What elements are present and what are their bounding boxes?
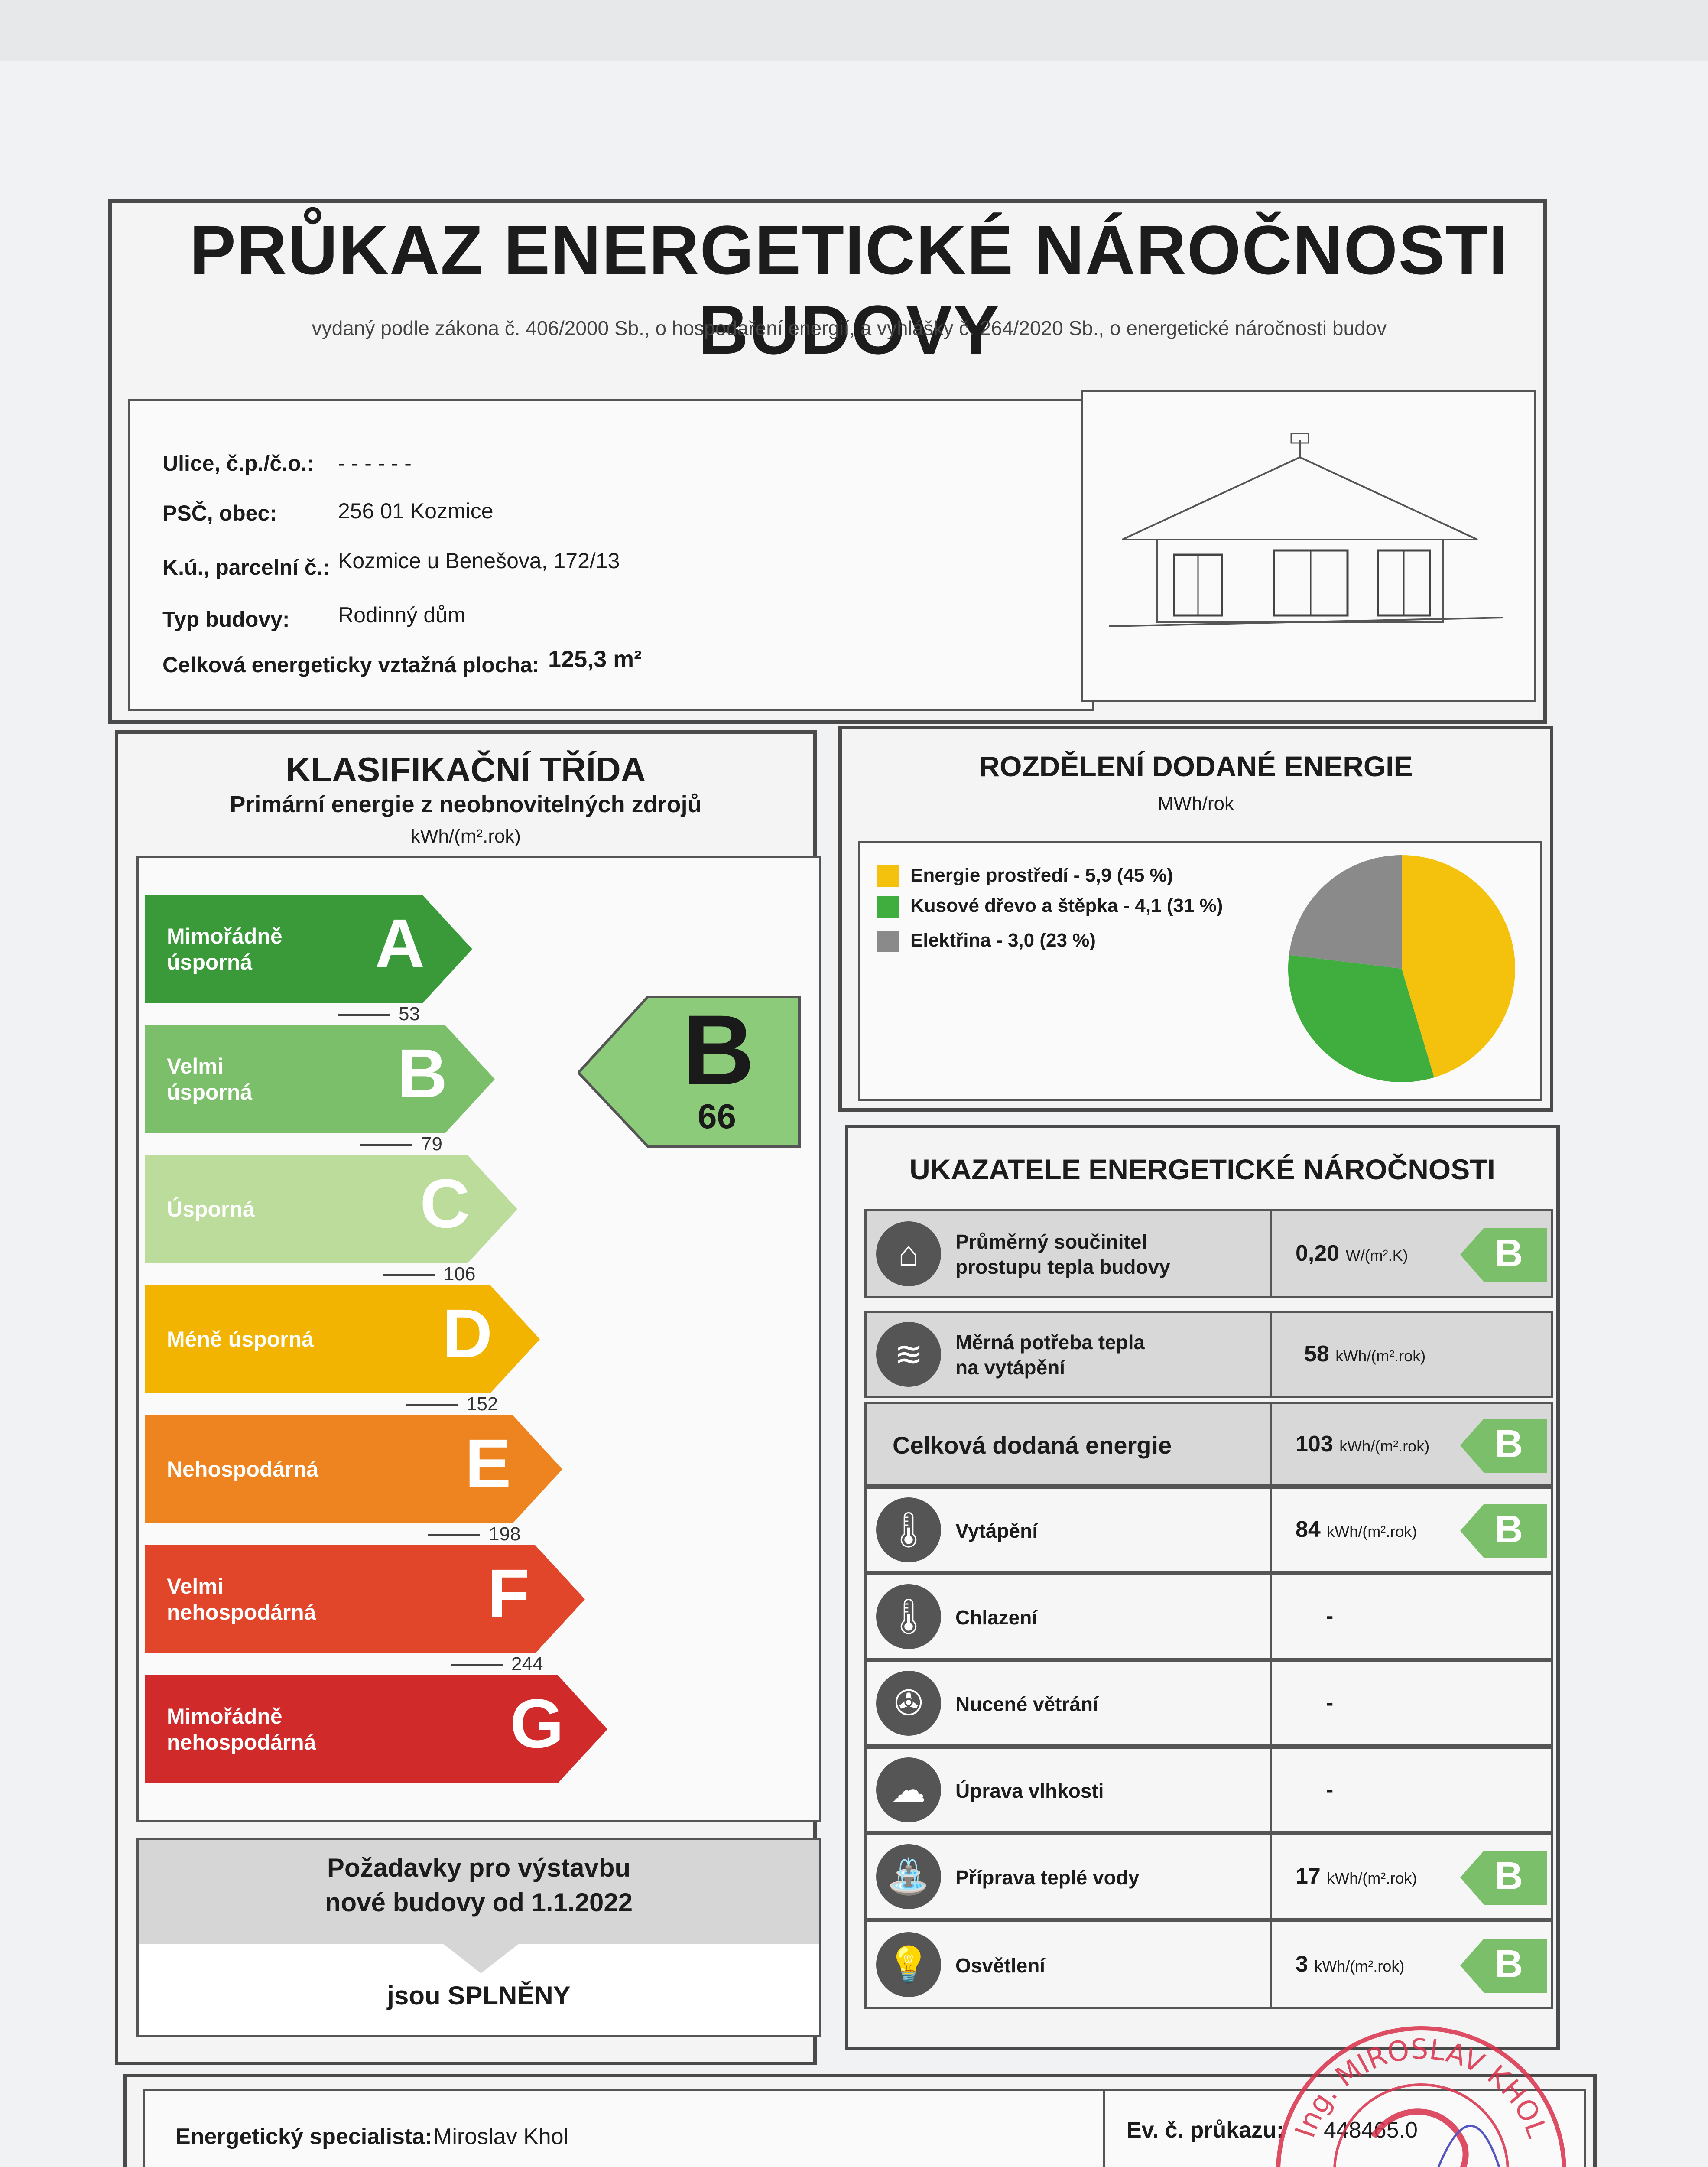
indicator-class-badge: B [1460,1419,1547,1471]
legend-swatch-ambient [877,865,899,887]
ev-value: 448465.0 [1324,2118,1418,2143]
indicator-value: 17 kWh/(m².rok) [1296,1864,1417,1889]
result-value: 66 [698,1097,736,1136]
indicator-value: - [1326,1777,1334,1802]
requirement-title-1: Požadavky pro výstavbu [327,1853,631,1882]
indicator-row [864,1920,1553,2009]
class-threshold: 244 [451,1653,543,1675]
indicator-value: 0,20 W/(m².K) [1296,1240,1408,1266]
indicator-class-badge: B [1460,1939,1547,1991]
class-threshold: 152 [406,1393,498,1415]
ku-value: Kozmice u Benešova, 172/13 [338,549,620,573]
indicator-value: 58 kWh/(m².rok) [1304,1341,1426,1367]
class-label-b: Velmi úsporná [167,1054,253,1104]
class-arrow-f [145,1545,587,1653]
class-arrow-b [145,1025,497,1133]
indicator-row [864,1747,1553,1833]
classification-subtitle: Primární energie z neobnovitelných zdrojů [230,791,702,817]
pie-slice-2 [1289,855,1402,969]
indicator-label: Úprava vlhkosti [955,1780,1104,1802]
class-label-e: Nehospodárná [167,1457,319,1481]
street-value: ------ [338,451,418,475]
indicator-cell-divider [1270,1404,1272,1484]
indicator-label: Příprava teplé vody [955,1866,1140,1889]
type-label: Typ budovy: [162,607,290,631]
legend-item-ambient [877,865,1173,887]
class-letter-c: C [420,1165,470,1242]
class-label-g: Mimořádně nehospodárná [167,1704,316,1754]
street-label: Ulice, č.p./č.o.: [162,451,315,475]
indicator-cell-divider [1270,1313,1272,1396]
legend-item-wood [877,895,1223,918]
humidity-icon: ☁ [876,1757,941,1822]
class-label-c: Úsporná [167,1197,255,1221]
indicator-class-badge: B [1460,1504,1547,1556]
class-letter-f: F [487,1555,530,1632]
ku-label: K.ú., parcelní č.: [162,555,330,579]
indicator-cell-divider [1270,1211,1272,1296]
class-letter-g: G [510,1685,564,1762]
class-threshold: 53 [338,1003,420,1025]
ev-label: Ev. č. průkazu: [1127,2118,1284,2143]
legend-label-wood: Kusové dřevo a štěpka - 4,1 (31 %) [910,895,1223,916]
indicator-row [864,1573,1553,1660]
area-value: 125,3 m² [548,646,642,672]
class-label-a: Mimořádně úsporná [167,924,283,974]
indicator-row [864,1660,1553,1747]
stamp-text-top: Ing. MIROSLAV KHOL [1289,2033,1553,2142]
psc-value: 256 01 Kozmice [338,499,494,523]
class-label-f: Velmi nehospodárná [167,1574,316,1624]
class-arrow-g [145,1675,610,1783]
requirement-status: jsou SPLNĚNY [387,1981,571,2010]
result-letter: B [682,994,755,1106]
indicator-label: Vytápění [955,1520,1038,1542]
bulb-icon: 💡 [876,1932,941,1997]
indicator-value: 103 kWh/(m².rok) [1296,1431,1430,1457]
class-label-d: Méně úsporná [167,1327,314,1351]
indicator-value: - [1326,1690,1334,1715]
legend-label-ambient: Energie prostředí - 5,9 (45 %) [910,865,1173,886]
indicator-cell-divider [1270,1575,1272,1658]
house-icon [1083,392,1534,696]
class-threshold: 106 [383,1263,475,1285]
house-insulation-icon: ⌂ [876,1221,941,1286]
indicator-label: Celková dodaná energie [893,1431,1172,1459]
specialist-stamp [1265,2015,1577,2167]
indicator-row [864,1209,1553,1298]
class-letter-e: E [465,1425,511,1502]
indicators-title: UKAZATELE ENERGETICKÉ NÁROČNOSTI [909,1153,1495,1185]
type-value: Rodinný dům [338,603,466,627]
page-subtitle: vydaný podle zákona č. 406/2000 Sb., o hospodaření energií, a vyhlášky č. 264/2020 Sb., o energetické náročnosti budov [312,317,1387,339]
heat-waves-icon: ≋ [876,1322,941,1387]
footer-divider [1103,2091,1105,2167]
distribution-title: ROZDĚLENÍ DODANÉ ENERGIE [979,750,1413,782]
legend-swatch-electricity [877,931,899,952]
indicator-class-badge: B [1460,1851,1547,1903]
class-letter-a: A [375,905,425,982]
indicator-label: Měrná potřeba tepla na vytápění [955,1331,1145,1379]
indicator-cell-divider [1270,1662,1272,1744]
indicator-row [864,1833,1553,1920]
fan-icon: ✇ [876,1671,941,1736]
indicator-label: Průměrný součinitel prostupu tepla budovy [955,1230,1170,1278]
indicator-row [864,1402,1553,1487]
class-threshold: 79 [360,1133,442,1155]
legend-label-electricity: Elektřina - 3,0 (23 %) [910,930,1096,951]
legend-item-electricity [877,930,1096,952]
indicator-label: Osvětlení [955,1954,1046,1977]
indicator-label: Chlazení [955,1606,1038,1629]
specialist-label: Energetický specialista: [175,2124,432,2149]
distribution-pie-chart [1285,852,1519,1086]
classification-title: KLASIFIKAČNÍ TŘÍDA [286,750,646,789]
indicator-value: 3 kWh/(m².rok) [1296,1951,1405,1977]
house-drawing-panel [1081,390,1536,702]
specialist-value: Miroslav Khol [433,2124,569,2149]
indicator-value: - [1326,1604,1334,1629]
psc-label: PSČ, obec: [162,501,277,525]
thermometer-plus-icon: 🌡 [876,1497,941,1562]
thermometer-minus-icon: 🌡 [876,1584,941,1649]
indicator-value: 84 kWh/(m².rok) [1296,1517,1417,1542]
indicator-label: Nucené větrání [955,1693,1098,1715]
class-arrow-c [145,1155,520,1263]
indicator-class-badge: B [1460,1228,1547,1280]
requirement-title-2: nové budovy od 1.1.2022 [325,1888,633,1917]
class-arrow-e [145,1415,565,1523]
indicator-row [864,1311,1553,1398]
classification-unit: kWh/(m².rok) [410,826,521,847]
legend-swatch-wood [877,896,899,918]
class-arrow-a [145,895,474,1003]
requirement-pointer [442,1943,520,1978]
class-threshold: 198 [428,1523,520,1545]
area-label: Celková energeticky vztažná plocha: [162,653,539,677]
distribution-unit: MWh/rok [1158,793,1234,814]
class-arrow-d [145,1285,542,1393]
indicator-cell-divider [1270,1835,1272,1918]
indicator-row [864,1487,1553,1573]
class-letter-d: D [442,1295,493,1372]
indicator-cell-divider [1270,1749,1272,1831]
page-title: PRŮKAZ ENERGETICKÉ NÁROČNOSTI BUDOVY [189,211,1509,368]
class-letter-b: B [397,1035,448,1112]
tap-icon: ⛲ [876,1844,941,1909]
indicator-cell-divider [1270,1489,1272,1571]
indicator-cell-divider [1270,1922,1272,2007]
